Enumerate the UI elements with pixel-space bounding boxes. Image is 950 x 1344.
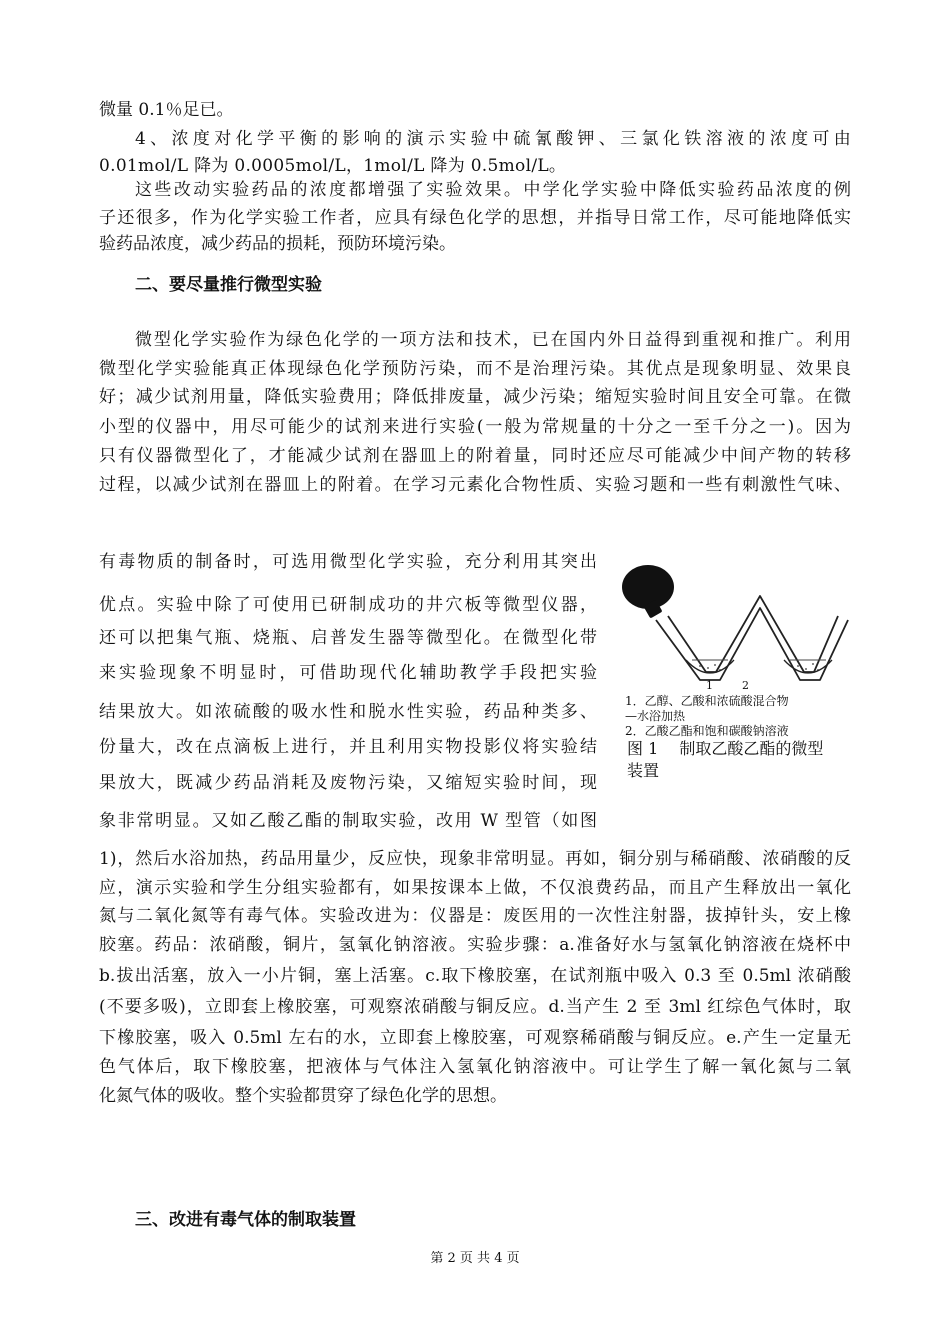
figure-caption-line-2: 装置 bbox=[627, 761, 660, 780]
w-tube-outer bbox=[656, 608, 848, 680]
text-line: 象非常明显。又如乙酸乙酯的制取实验，改用 W 型管（如图 bbox=[99, 811, 597, 831]
w-tube-inner bbox=[668, 596, 838, 672]
text-line: 来实验现象不明显时，可借助现代化辅助教学手段把实验 bbox=[99, 663, 597, 683]
text-line: 化氮气体的吸收。整个实验都贯穿了绿色化学的思想。 bbox=[99, 1086, 507, 1106]
rubber-bulb-icon bbox=[622, 565, 674, 609]
text-line: 微型化学实验作为绿色化学的一项方法和技术，已在国内外日益得到重视和推广。利用 bbox=[135, 330, 851, 350]
w-tube-apparatus-figure bbox=[620, 560, 850, 690]
text-line: 还可以把集气瓶、烧瓶、启普发生器等微型化。在微型化带 bbox=[99, 628, 597, 648]
text-line: 下橡胶塞，吸入 0.5ml 左右的水，立即套上橡胶塞，可观察稀硝酸与铜反应。e.产生一定量无 bbox=[99, 1028, 851, 1048]
figure-caption-line-1: 图 1 制取乙酸乙酯的微型 bbox=[627, 739, 824, 758]
text-line: 只有仪器微型化了，才能减少试剂在器皿上的附着量，同时还应尽可能减少中间产物的转移 bbox=[99, 446, 851, 466]
text-line: 有毒物质的制备时，可选用微型化学实验，充分利用其突出 bbox=[99, 552, 597, 572]
text-line: 验药品浓度，减少药品的损耗，预防环境污染。 bbox=[99, 234, 456, 254]
text-line: b.拔出活塞，放入一小片铜，塞上活塞。c.取下橡胶塞，在试剂瓶中吸入 0.3 至 0.5ml 浓硝酸 bbox=[99, 966, 851, 986]
figure-note-1b: —水浴加热 bbox=[625, 709, 686, 723]
figure-note-2: 2．乙酸乙酯和饱和碳酸钠溶液 bbox=[625, 724, 789, 738]
figure-caption bbox=[627, 738, 847, 782]
text-line: 好；减少试剂用量，降低实验费用；降低排废量，减少污染；缩短实验时间且安全可靠。在微 bbox=[99, 387, 851, 407]
text-line: 子还很多，作为化学实验工作者，应具有绿色化学的思想，并指导日常工作，尽可能地降低实 bbox=[99, 208, 851, 228]
section-heading: 三、改进有毒气体的制取装置 bbox=[135, 1210, 356, 1230]
text-line: 1)，然后水浴加热，药品用量少，反应快，现象非常明显。再如，铜分别与稀硝酸、浓硝酸的反 bbox=[99, 849, 851, 869]
text-line: 结果放大。如浓硫酸的吸水性和脱水性实验，药品种类多、 bbox=[99, 702, 597, 722]
page-footer: 第 2 页 共 4 页 bbox=[430, 1251, 520, 1266]
text-line: 氮与二氧化氮等有毒气体。实验改进为：仪器是：废医用的一次性注射器，拔掉针头，安上橡 bbox=[99, 906, 851, 926]
text-line: 色气体后，取下橡胶塞，把液体与气体注入氢氧化钠溶液中。可让学生了解一氧化氮与二氧 bbox=[99, 1057, 851, 1077]
text-line: 这些改动实验药品的浓度都增强了实验效果。中学化学实验中降低实验药品浓度的例 bbox=[135, 180, 851, 200]
text-line: 胶塞。药品：浓硝酸，铜片，氢氧化钠溶液。实验步骤：a.准备好水与氢氧化钠溶液在烧杯中 bbox=[99, 935, 851, 955]
text-line: 微型化学实验能真正体现绿色化学预防污染，而不是治理污染。其优点是现象明显、效果良 bbox=[99, 359, 851, 379]
text-line: 过程，以减少试剂在器皿上的附着。在学习元素化合物性质、实验习题和一些有刺激性气味、 bbox=[99, 475, 851, 495]
text-line: (不要多吸)，立即套上橡胶塞，可观察浓硝酸与铜反应。d.当产生 2 至 3ml 红综色气体时，取 bbox=[99, 997, 851, 1017]
figure-note-1: 1．乙醇、乙酸和浓硫酸混合物 bbox=[625, 694, 789, 708]
text-line: 4、浓度对化学平衡的影响的演示实验中硫氰酸钾、三氯化铁溶液的浓度可由 bbox=[135, 129, 851, 149]
text-line: 优点。实验中除了可使用已研制成功的井穴板等微型仪器， bbox=[99, 595, 597, 615]
text-line: 果放大，既减少药品消耗及废物污染，又缩短实验时间，现 bbox=[99, 773, 597, 793]
text-line: 份量大，改在点滴板上进行，并且利用实物投影仪将实验结 bbox=[99, 737, 597, 757]
text-line: 0.01mol/L 降为 0.0005mol/L，1mol/L 降为 0.5mol/L。 bbox=[99, 156, 567, 176]
figure-label-1: 1 bbox=[706, 679, 713, 690]
figure-label-2: 2 bbox=[742, 679, 749, 690]
text-line: 应，演示实验和学生分组实验都有，如果按课本上做，不仅浪费药品，而且产生释放出一氧化 bbox=[99, 878, 851, 898]
text-line: 小型的仪器中，用尽可能少的试剂来进行实验(一般为常规量的十分之一至千分之一)。因为 bbox=[99, 417, 851, 437]
section-heading: 二、要尽量推行微型实验 bbox=[135, 275, 322, 295]
text-line: 微量 0.1％足已。 bbox=[99, 100, 234, 120]
